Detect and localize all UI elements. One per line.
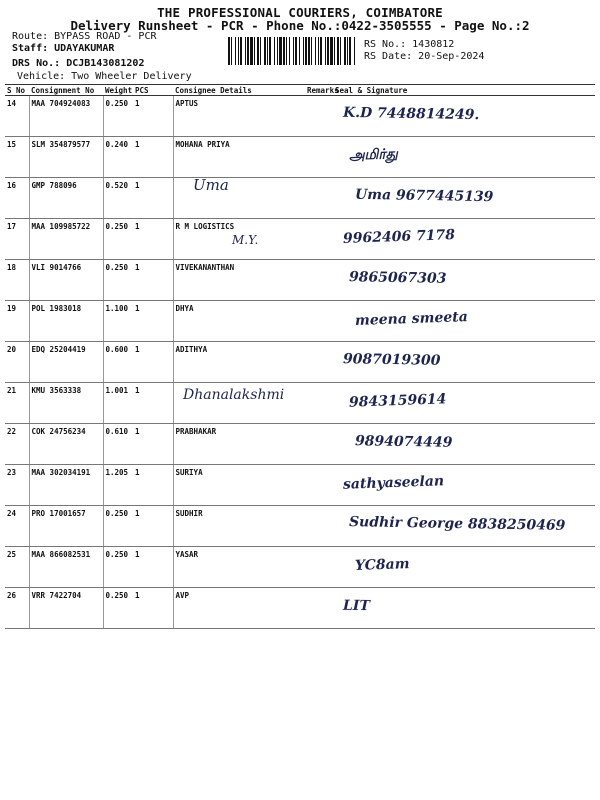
handwritten-signature: 9962406 7178 <box>342 227 456 247</box>
row-pcs: 1 <box>133 137 173 178</box>
row-weight: 0.600 <box>103 342 133 383</box>
vehicle-label: Vehicle: Two Wheeler Delivery <box>17 71 192 82</box>
table-row <box>5 137 595 178</box>
handwritten-signature: 9894074449 <box>354 433 453 451</box>
row-pcs: 1 <box>133 383 173 424</box>
row-sno: 25 <box>5 547 29 588</box>
handwritten-signature: YC8am <box>354 556 410 574</box>
row-remarks <box>305 465 333 506</box>
table-row <box>5 424 595 465</box>
table-row <box>5 260 595 301</box>
row-sno: 16 <box>5 178 29 219</box>
handwritten-signature: K.D 7448814249. <box>342 104 480 124</box>
row-signature <box>333 342 595 383</box>
col-header-weight: Weight <box>105 85 133 95</box>
row-signature <box>333 424 595 465</box>
row-sno: 18 <box>5 260 29 301</box>
row-pcs: 1 <box>133 96 173 137</box>
row-sno: 15 <box>5 137 29 178</box>
row-consignment-no: SLM 354879577 <box>29 137 103 178</box>
row-weight: 0.240 <box>103 137 133 178</box>
row-pcs: 1 <box>133 178 173 219</box>
row-remarks <box>305 301 333 342</box>
row-signature <box>333 137 595 178</box>
row-remarks <box>305 342 333 383</box>
row-weight: 0.250 <box>103 260 133 301</box>
staff-line <box>12 43 114 54</box>
document-subtitle: Delivery Runsheet - PCR - Phone No.:0422-3505555 - Page No.:2 <box>70 18 530 33</box>
route-label: Route: BYPASS ROAD - PCR <box>12 31 157 42</box>
table-row <box>5 96 595 137</box>
row-consignment-no: GMP 788096 <box>29 178 103 219</box>
row-consignee: VIVEKANANTHAN <box>173 260 305 301</box>
row-consignee: SUDHIR <box>173 506 305 547</box>
drs-value: DCJB143081202 <box>66 58 145 69</box>
row-signature <box>333 260 595 301</box>
row-sno: 14 <box>5 96 29 137</box>
row-consignment-no: MAA 704924083 <box>29 96 103 137</box>
row-consignment-no: COK 24756234 <box>29 424 103 465</box>
col-header-remarks: Remarks <box>307 85 339 95</box>
row-pcs: 1 <box>133 588 173 629</box>
row-weight: 0.250 <box>103 506 133 547</box>
row-remarks <box>305 547 333 588</box>
handwritten-consignee-name: Dhanalakshmi <box>183 387 285 403</box>
row-pcs: 1 <box>133 506 173 547</box>
row-signature <box>333 219 595 260</box>
row-sno: 22 <box>5 424 29 465</box>
row-consignee: APTUS <box>173 96 305 137</box>
col-header-consignee: Consignee Details <box>173 85 305 96</box>
row-weight: 0.250 <box>103 588 133 629</box>
row-weight: 1.100 <box>103 301 133 342</box>
row-sno: 23 <box>5 465 29 506</box>
staff-label: Staff: <box>12 43 49 54</box>
row-sno: 26 <box>5 588 29 629</box>
row-sno: 17 <box>5 219 29 260</box>
row-remarks <box>305 588 333 629</box>
col-header-signature: Seal & Signature <box>333 85 595 96</box>
table-header-row <box>5 85 595 96</box>
handwritten-signature: LIT <box>342 597 370 615</box>
row-remarks <box>305 137 333 178</box>
row-sno: 24 <box>5 506 29 547</box>
row-pcs: 1 <box>133 465 173 506</box>
row-weight: 0.250 <box>103 96 133 137</box>
rs-date: RS Date: 20-Sep-2024 <box>364 51 485 62</box>
row-pcs: 1 <box>133 219 173 260</box>
row-consignee: YASAR <box>173 547 305 588</box>
rs-no: RS No.: 1430812 <box>364 39 455 50</box>
col-header-consignment: Consignment No <box>29 85 103 96</box>
row-pcs: 1 <box>133 301 173 342</box>
row-remarks <box>305 178 333 219</box>
row-remarks <box>305 383 333 424</box>
row-remarks <box>305 260 333 301</box>
row-weight: 1.001 <box>103 383 133 424</box>
handwritten-signature: 9087019300 <box>342 351 441 369</box>
row-remarks <box>305 219 333 260</box>
row-sno: 21 <box>5 383 29 424</box>
row-signature <box>333 383 595 424</box>
row-signature <box>333 588 595 629</box>
row-signature <box>333 547 595 588</box>
row-consignment-no: VRR 7422704 <box>29 588 103 629</box>
row-signature <box>333 465 595 506</box>
row-consignee: MOHANA PRIYA <box>173 137 305 178</box>
table-row <box>5 588 595 629</box>
handwritten-signature: meena smeeta <box>354 309 469 329</box>
row-consignment-no: MAA 109985722 <box>29 219 103 260</box>
row-consignment-no: EDQ 25204419 <box>29 342 103 383</box>
handwritten-consignee-uma: Uma <box>193 176 229 194</box>
table-row <box>5 342 595 383</box>
handwritten-signature: sathyaseelan <box>342 473 445 493</box>
row-consignee: SURIYA <box>173 465 305 506</box>
row-sno: 20 <box>5 342 29 383</box>
runsheet-table <box>5 84 595 629</box>
drs-line <box>12 58 144 69</box>
row-consignee: R M LOGISTICS <box>173 219 305 260</box>
row-consignment-no: POL 1983018 <box>29 301 103 342</box>
row-pcs: 1 <box>133 547 173 588</box>
table-row <box>5 547 595 588</box>
document-title: THE PROFESSIONAL COURIERS, COIMBATORE <box>157 5 443 20</box>
row-weight: 0.610 <box>103 424 133 465</box>
row-consignment-no: MAA 866082531 <box>29 547 103 588</box>
row-consignee: AVP <box>173 588 305 629</box>
row-remarks <box>305 96 333 137</box>
handwritten-consignee-initials: M.Y. <box>232 233 259 247</box>
row-signature <box>333 178 595 219</box>
staff-value: UDAYAKUMAR <box>54 43 115 54</box>
handwritten-signature: அமிர்து <box>348 146 399 164</box>
row-remarks <box>305 424 333 465</box>
row-consignment-no: PRO 17001657 <box>29 506 103 547</box>
row-weight: 0.250 <box>103 219 133 260</box>
row-consignment-no: KMU 3563338 <box>29 383 103 424</box>
row-weight: 0.520 <box>103 178 133 219</box>
row-weight: 1.205 <box>103 465 133 506</box>
table-row <box>5 465 595 506</box>
col-header-sno: S No <box>5 85 29 96</box>
table-row <box>5 506 595 547</box>
col-header-pcs: PCS <box>133 85 173 96</box>
row-signature <box>333 506 595 547</box>
row-consignee: ADITHYA <box>173 342 305 383</box>
table-row <box>5 301 595 342</box>
barcode-image <box>228 37 356 65</box>
row-pcs: 1 <box>133 424 173 465</box>
handwritten-signature: 9843159614 <box>348 391 447 411</box>
row-pcs: 1 <box>133 260 173 301</box>
handwritten-signature: Uma 9677445139 <box>354 186 494 206</box>
row-signature <box>333 96 595 137</box>
row-consignee: PRABHAKAR <box>173 424 305 465</box>
table-row <box>5 219 595 260</box>
handwritten-signature: 9865067303 <box>348 269 447 287</box>
row-pcs: 1 <box>133 342 173 383</box>
row-signature <box>333 301 595 342</box>
row-consignment-no: MAA 302034191 <box>29 465 103 506</box>
row-weight: 0.250 <box>103 547 133 588</box>
row-consignment-no: VLI 9014766 <box>29 260 103 301</box>
drs-label: DRS No.: <box>12 58 61 69</box>
row-remarks <box>305 506 333 547</box>
row-consignee: DHYA <box>173 301 305 342</box>
row-sno: 19 <box>5 301 29 342</box>
handwritten-signature: Sudhir George 8838250469 <box>348 514 566 534</box>
table-row <box>5 178 595 219</box>
table-row <box>5 383 595 424</box>
